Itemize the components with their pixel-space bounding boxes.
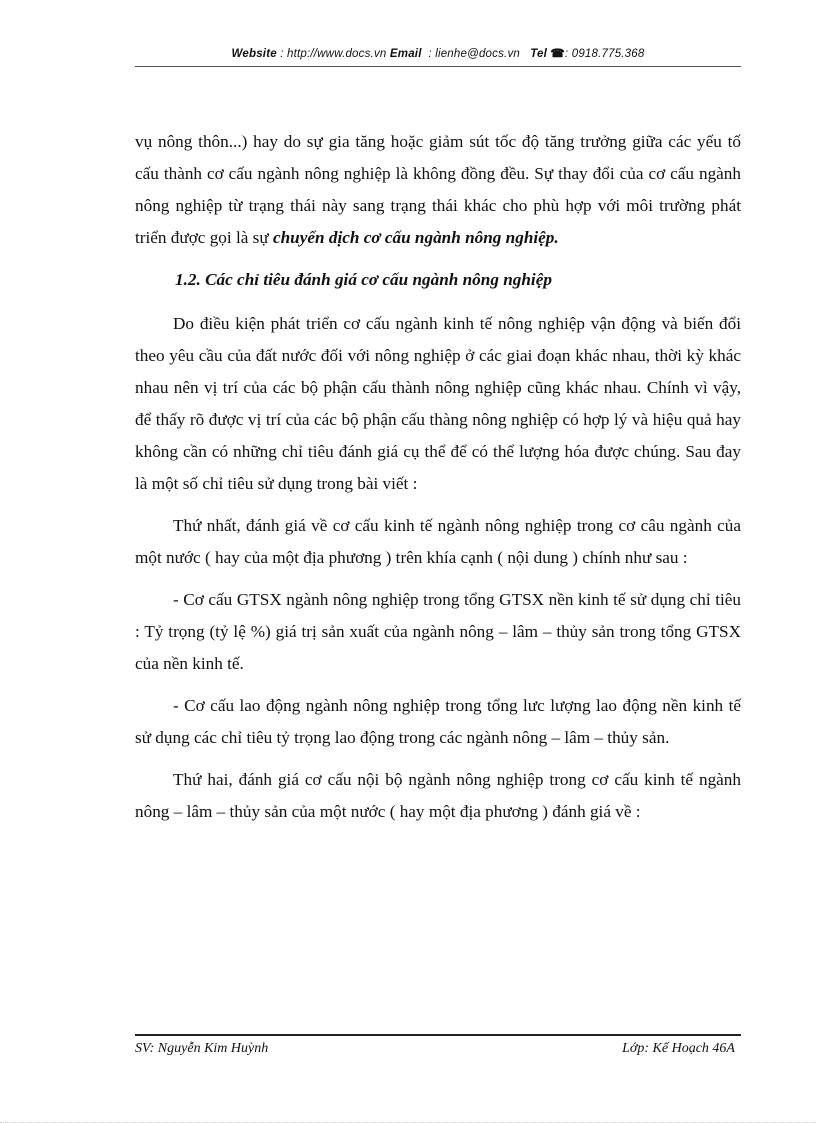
page-body bbox=[135, 126, 741, 838]
email-label: Email bbox=[389, 48, 422, 60]
emphasis-term: chuyển dịch cơ cấu ngành nông nghiệp. bbox=[272, 228, 559, 247]
paragraph-continuation: vụ nông thôn...) hay do sự gia tăng hoặc giảm sút tốc độ tăng trưởng giữa các yếu tố cấu thành cơ cấu ngành nông nghiệp là không đồng đều. Sự thay đổi của cơ cấu ngành nông nghiệp từ trạng thái này sang trạng thái khác cho phù hợp với môi trường phát triển được gọi là sự chuyển dịch cơ cấu ngành nông nghiệp. bbox=[135, 132, 741, 247]
website-url: http://www.docs.vn bbox=[287, 48, 387, 60]
list-item: - Cơ cấu GTSX ngành nông nghiệp trong tổng GTSX nền kinh tế sử dụng chỉ tiêu : Tỷ trọng (tỷ lệ %) giá trị sản xuất của ngành nông – lâm – thủy sản trong tổng GTSX của nền kinh tế. bbox=[135, 590, 741, 673]
paragraph: Thứ nhất, đánh giá về cơ cấu kinh tế ngành nông nghiệp trong cơ câu ngành của một nước ( hay của một địa phương ) trên khía cạnh ( nội dung ) chính như sau : bbox=[135, 516, 741, 567]
website-label: Website bbox=[231, 48, 277, 60]
list-item: - Cơ cấu lao động ngành nông nghiệp trong tổng lưc lượng lao động nền kinh tế sử dụng các chỉ tiêu tỷ trọng lao động trong các ngành nông – lâm – thủy sản. bbox=[135, 696, 741, 747]
phone-icon: ☎ bbox=[550, 48, 565, 60]
tel-label: Tel bbox=[530, 48, 547, 60]
email-address: lienhe@docs.vn bbox=[435, 48, 520, 60]
paragraph: Do điều kiện phát triển cơ cấu ngành kinh tế nông nghiệp vận động và biến đổi theo yêu cầu của đất nước đối với nông nghiệp ở các giai đoạn khác nhau, thời kỳ khác nhau nên vị trí của các bộ phận cấu thành nông nghiệp cũng khác nhau. Chính vì vậy, để thấy rõ được vị trí của các bộ phận cấu thàng nông nghiệp có hợp lý và hiệu quả hay không cần có những chỉ tiêu đánh giá cụ thể để có thể lượng hóa được chúng. Sau đay là một số chỉ tiêu sử dụng trong bài viết : bbox=[135, 314, 741, 493]
page-header: Website : http://www.docs.vn Email : lienhe@docs.vn Tel ☎: 0918.775.368 bbox=[231, 48, 645, 60]
header-divider bbox=[135, 66, 741, 67]
footer-divider bbox=[135, 1034, 741, 1036]
paragraph: Thứ hai, đánh giá cơ cấu nội bộ ngành nông nghiệp trong cơ cấu kinh tế ngành nông – lâm – thủy sản của một nước ( hay một địa phương ) đánh giá về : bbox=[135, 770, 741, 821]
class-name: Lớp: Kế Hoạch 46A bbox=[622, 1041, 735, 1056]
section-heading: 1.2. Các chỉ tiêu đánh giá cơ cấu ngành nông nghiệp bbox=[175, 270, 552, 289]
student-name: SV: Nguyễn Kim Huỳnh bbox=[135, 1041, 269, 1056]
tel-number: 0918.775.368 bbox=[571, 48, 645, 60]
